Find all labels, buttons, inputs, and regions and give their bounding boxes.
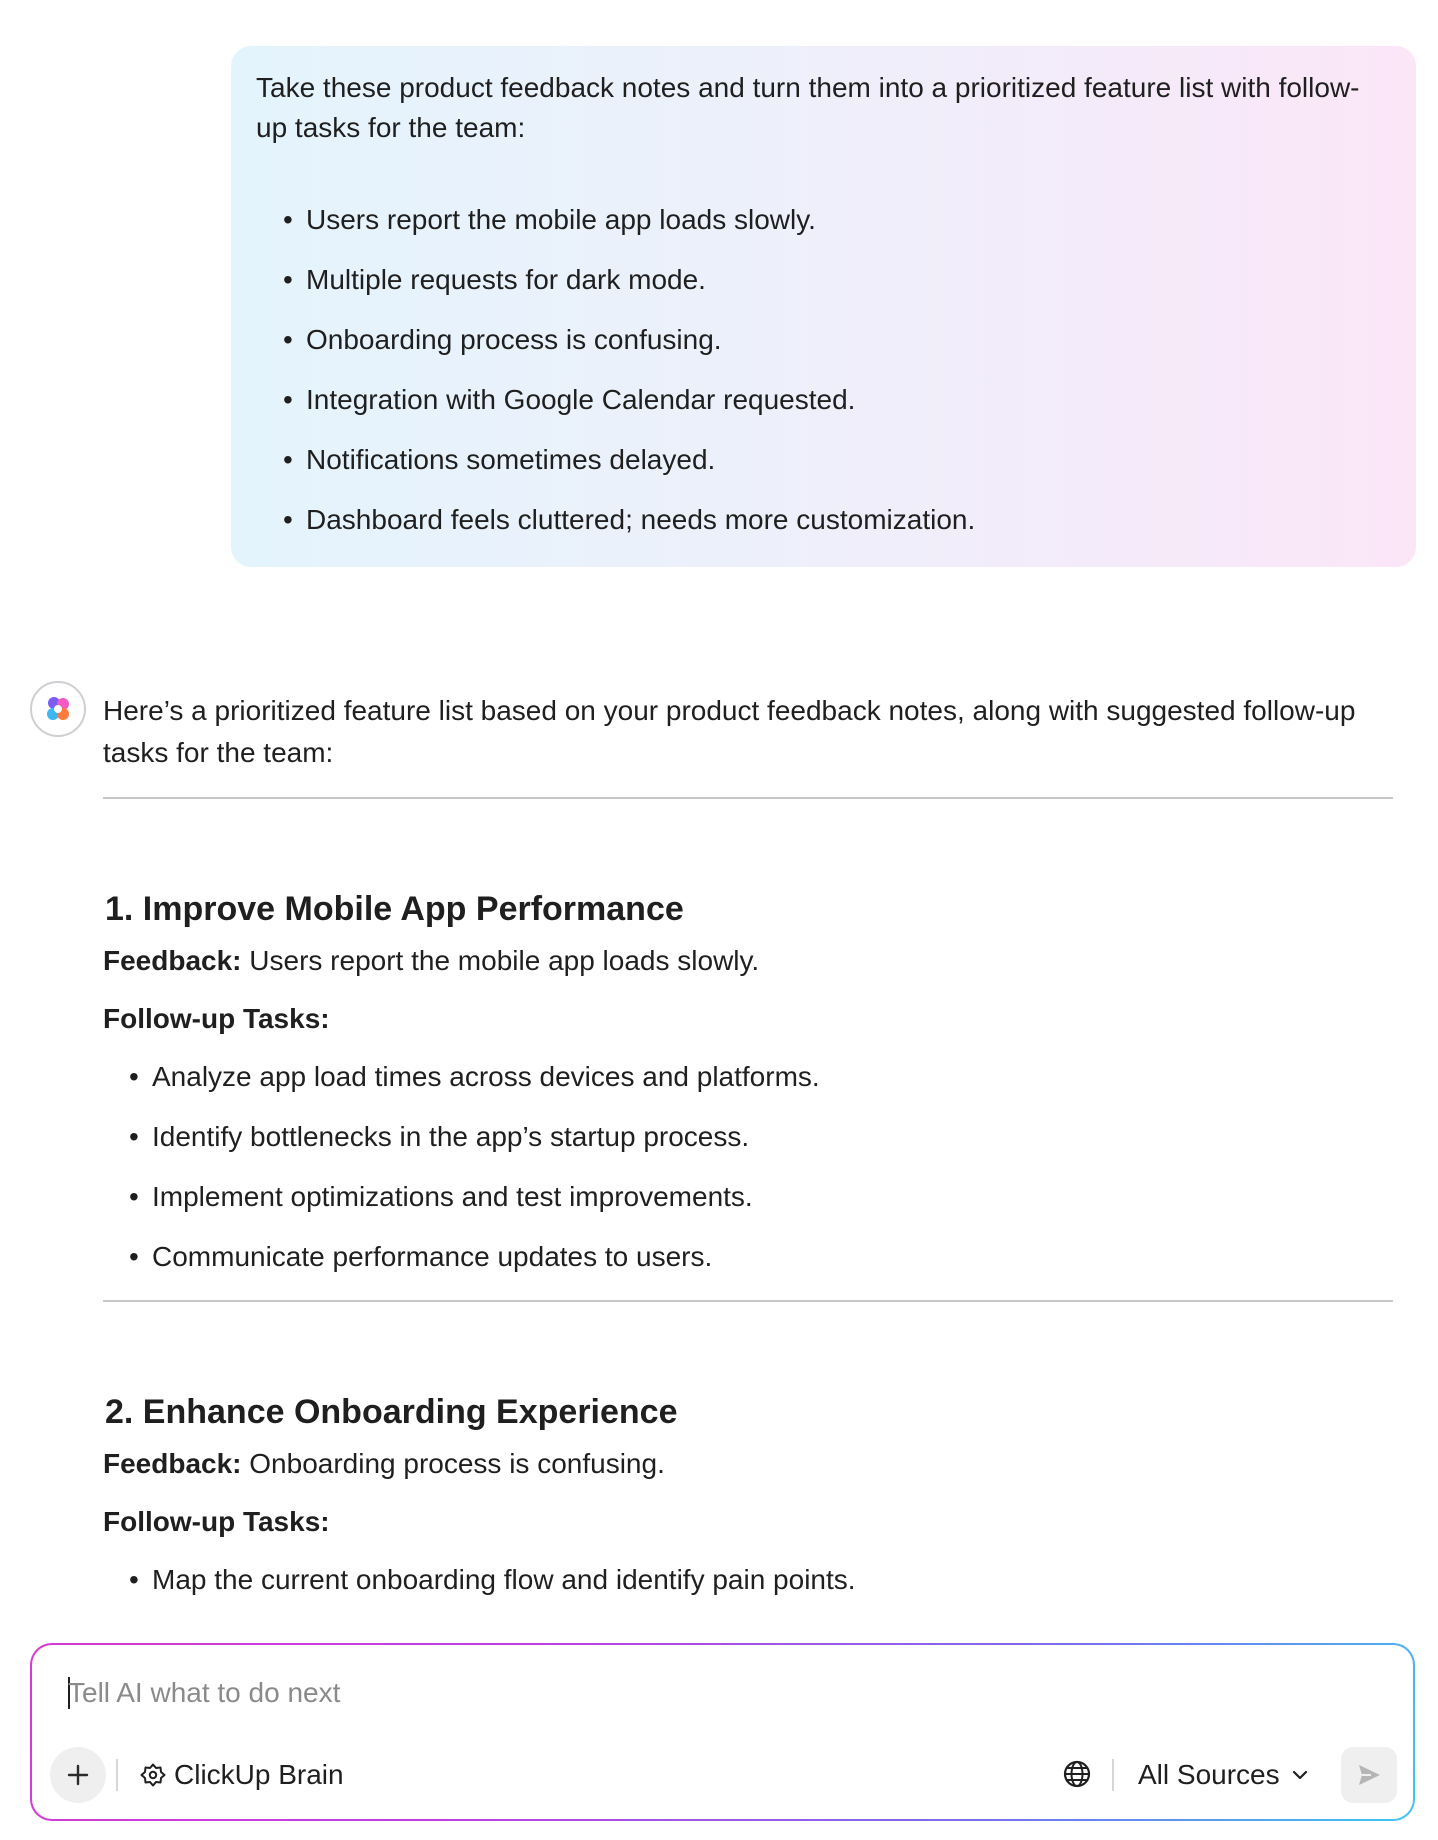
section-title: 1. Improve Mobile App Performance: [105, 890, 684, 928]
list-item: • Integration with Google Calendar requested.: [283, 384, 856, 415]
composer-inner: [32, 1645, 1413, 1819]
list-item: • Implement optimizations and test improvements.: [129, 1181, 753, 1212]
feedback-line: Feedback: Onboarding process is confusing.: [103, 1448, 665, 1479]
ai-response-intro: Here’s a prioritized feature list based on your product feedback notes, along with suggested follow-up tasks for the team:: [103, 695, 1356, 768]
follow-up-heading: Follow-up Tasks:: [103, 1506, 330, 1537]
send-button[interactable]: [1341, 1747, 1397, 1803]
ai-response: [103, 690, 1393, 1620]
prompt-composer: [30, 1643, 1415, 1821]
ai-avatar: [30, 681, 86, 737]
chevron-down-icon: [1290, 1765, 1310, 1785]
feedback-line: Feedback: Users report the mobile app loads slowly.: [103, 945, 760, 976]
prompt-input[interactable]: [68, 1673, 1268, 1713]
follow-up-task-list: [103, 1560, 1393, 1600]
user-message-bubble: [231, 46, 1416, 567]
list-item: • Users report the mobile app loads slowly.: [283, 204, 816, 235]
list-item: • Communicate performance updates to users.: [129, 1241, 713, 1272]
list-item: • Notifications sometimes delayed.: [283, 444, 716, 475]
list-item: • Map the current onboarding flow and identify pain points.: [129, 1564, 856, 1595]
clickup-brain-icon: [140, 1762, 166, 1788]
send-icon: [1355, 1761, 1383, 1789]
list-item: • Onboarding process is confusing.: [283, 324, 722, 355]
list-item: • Analyze app load times across devices and platforms.: [129, 1061, 820, 1092]
divider: [1112, 1759, 1114, 1791]
list-item: • Dashboard feels cluttered; needs more customization.: [283, 504, 976, 535]
clickup-brain-logo-icon: [43, 694, 73, 724]
divider: [103, 1300, 1393, 1302]
clickup-brain-label: ClickUp Brain: [174, 1759, 344, 1790]
all-sources-label: All Sources: [1138, 1759, 1280, 1790]
user-message-intro: Take these product feedback notes and turn them into a prioritized feature list with follow-up tasks for the team:: [256, 72, 1360, 143]
divider: [103, 797, 1393, 799]
add-attachment-button[interactable]: [50, 1747, 106, 1803]
all-sources-dropdown[interactable]: [1138, 1755, 1310, 1795]
follow-up-heading: Follow-up Tasks:: [103, 1003, 330, 1034]
divider: [116, 1759, 118, 1791]
follow-up-task-list: [103, 1057, 1393, 1277]
list-item: • Multiple requests for dark mode.: [283, 264, 706, 295]
list-item: • Identify bottlenecks in the app’s startup process.: [129, 1121, 750, 1152]
plus-icon: [66, 1763, 90, 1787]
clickup-brain-button[interactable]: [140, 1755, 344, 1795]
section-title: 2. Enhance Onboarding Experience: [105, 1393, 678, 1431]
user-feedback-list: [256, 200, 1390, 540]
globe-icon[interactable]: [1060, 1757, 1094, 1791]
